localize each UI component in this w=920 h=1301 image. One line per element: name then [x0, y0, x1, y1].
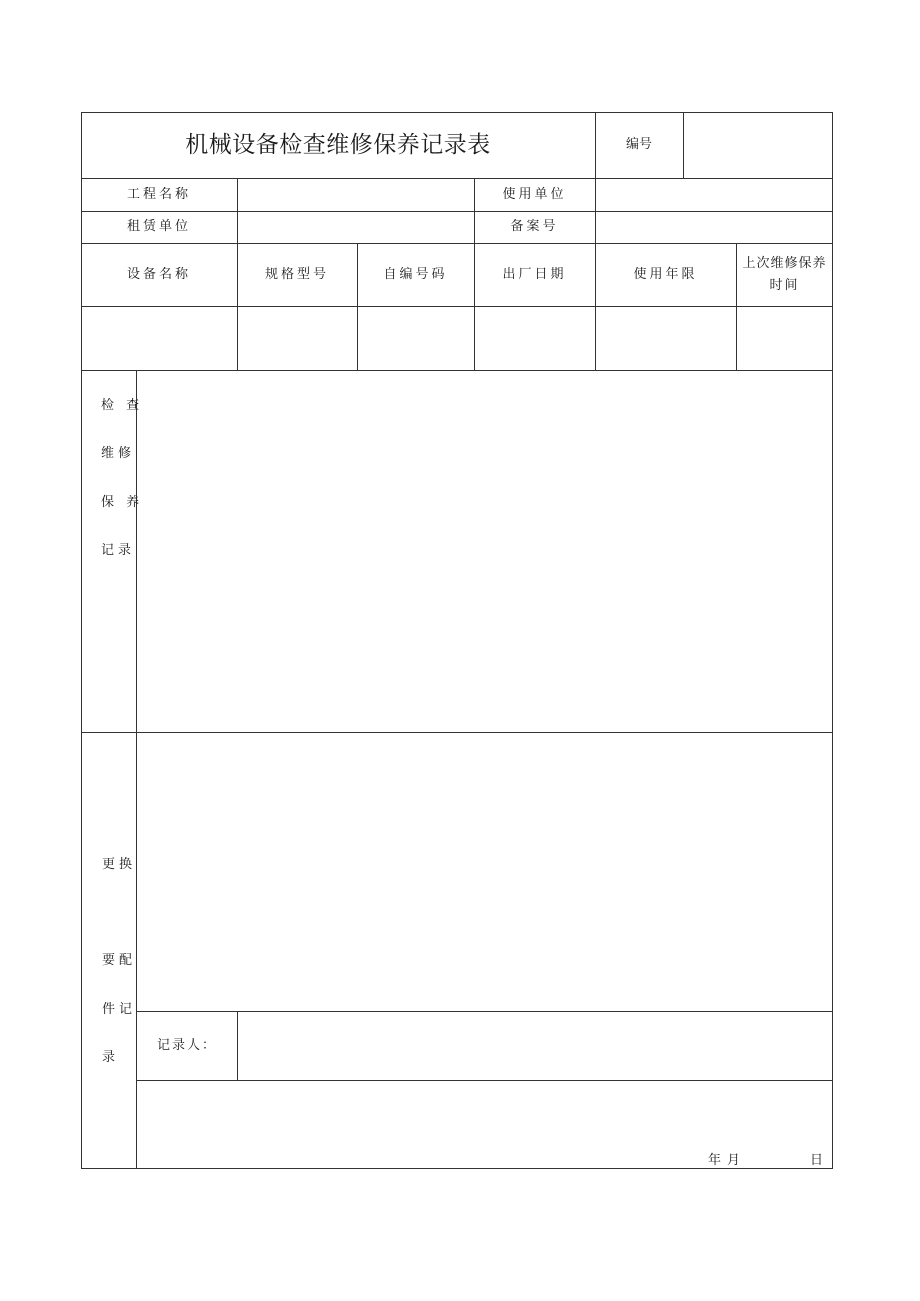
recorder-field[interactable] — [238, 1012, 832, 1080]
self-code-header: 自编号码 — [383, 266, 448, 282]
parts-record-field[interactable] — [137, 733, 832, 1011]
factory-date-header: 出厂日期 — [502, 266, 567, 282]
factory-date-field[interactable] — [475, 307, 595, 370]
user-unit-label: 使用单位 — [502, 186, 567, 202]
last-maintenance-field[interactable] — [737, 307, 832, 370]
service-life-header: 使用年限 — [633, 266, 698, 282]
inspection-label-line3: 保 养 — [101, 495, 144, 510]
form-title: 机械设备检查维修保养记录表 — [185, 132, 491, 158]
equipment-name-header: 设备名称 — [126, 266, 191, 282]
inspection-label-line2: 维修 — [101, 446, 136, 461]
row-line — [136, 1080, 833, 1081]
record-no-field[interactable] — [596, 212, 832, 243]
inspection-label-line4: 记录 — [101, 543, 136, 558]
equipment-name-field[interactable] — [82, 307, 237, 370]
border-bottom — [81, 1168, 833, 1169]
spec-model-field[interactable] — [238, 307, 357, 370]
last-maintenance-header — [736, 243, 833, 306]
recorder-label: 记录人： — [156, 1038, 217, 1053]
number-label: 编号 — [625, 137, 652, 152]
project-name-field[interactable] — [238, 179, 474, 211]
lease-unit-label: 租赁单位 — [126, 219, 191, 234]
parts-label-line4: 录 — [102, 1050, 120, 1065]
parts-label-line3: 件记 — [102, 1002, 137, 1017]
parts-label-line1: 更换 — [102, 857, 137, 872]
number-field[interactable] — [684, 113, 832, 178]
maintenance-record-form — [81, 112, 833, 1169]
inspection-label-line1: 检 查 — [101, 398, 144, 413]
inspection-record-field[interactable] — [137, 371, 832, 732]
last-maintenance-header-line2: 时间 — [769, 277, 800, 293]
date-year-month: 年月 — [708, 1153, 747, 1168]
date-day: 日 — [810, 1153, 828, 1168]
self-code-field[interactable] — [358, 307, 474, 370]
last-maintenance-header-line1: 上次维修保养 — [742, 255, 827, 271]
lease-unit-field[interactable] — [238, 212, 474, 243]
parts-label-line2: 要配 — [102, 953, 137, 968]
project-name-label: 工程名称 — [126, 186, 191, 202]
user-unit-field[interactable] — [596, 179, 832, 211]
spec-model-header: 规格型号 — [264, 266, 329, 282]
service-life-field[interactable] — [596, 307, 736, 370]
record-no-label: 备案号 — [510, 219, 559, 234]
